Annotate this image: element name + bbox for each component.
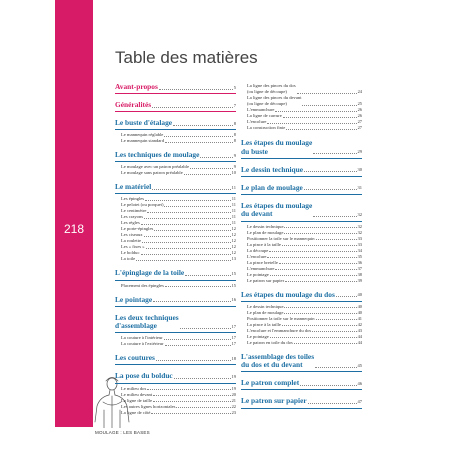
subentry-page-number: 32 (357, 223, 362, 229)
subentry-page-number: 11 (231, 202, 236, 208)
toc-entry[interactable] (115, 119, 236, 128)
entry-page-number: 32 (357, 212, 362, 218)
toc-section (241, 202, 362, 284)
dot-leader (173, 125, 233, 126)
subentry-title: Le porte-épingles (121, 226, 154, 232)
subentry-page-number: 17 (231, 335, 236, 341)
toc-entry[interactable] (115, 101, 236, 110)
dot-leader (185, 275, 230, 276)
toc-subentries (241, 224, 362, 284)
dot-leader (184, 174, 231, 175)
dot-leader (141, 224, 231, 225)
toc-section (115, 119, 236, 144)
toc-section (115, 354, 236, 365)
section-rule (115, 129, 236, 130)
section-rule (241, 158, 362, 159)
side-color-band (55, 0, 93, 427)
section-rule (241, 221, 362, 222)
dot-leader (316, 319, 357, 320)
entry-page-number: 18 (231, 355, 236, 361)
subentry-page-number: 11 (231, 220, 236, 226)
dot-leader (279, 263, 357, 264)
subentry-title: L'emmanchure (247, 107, 275, 112)
subentry-title: L'encolure (247, 253, 267, 259)
dot-leader (153, 301, 230, 302)
dot-leader (336, 296, 357, 297)
section-rule (115, 193, 236, 194)
dot-leader (152, 189, 230, 190)
section-rule (241, 301, 362, 302)
dot-leader (269, 251, 356, 252)
entry-page-number: 9 (233, 152, 236, 158)
dot-leader (294, 343, 357, 344)
subentry-title: Le pelotet (ou porquet) (121, 202, 164, 208)
toc-entry[interactable] (115, 372, 236, 381)
toc-subentries (115, 335, 236, 347)
dot-leader (270, 275, 357, 276)
subentry-title: La couture à l'extérieur (121, 341, 164, 347)
subentry-title: Le pointage (247, 271, 269, 277)
subentry-page-number: 43 (357, 327, 362, 333)
subentry-page-number: 40 (357, 309, 362, 315)
entry-title: Le plan de moulage (241, 182, 303, 192)
subentry-title: La pince à la taille (247, 321, 281, 327)
entry-title: Avant-propos (115, 82, 158, 91)
toc-section (115, 151, 236, 176)
entry-title: Le matériel (115, 182, 152, 192)
subentry-page-number: 21 (231, 397, 236, 403)
section-rule (115, 93, 236, 94)
subentry-title: Les crayons (121, 214, 144, 220)
subentry-title: Le moulage sans patron préalable (121, 170, 183, 176)
section-rule (115, 383, 236, 384)
subentry-page-number: 19 (231, 385, 236, 391)
dot-leader (316, 239, 357, 240)
entry-title: Le patron complet (241, 378, 300, 388)
subentry-page-number: 35 (357, 253, 362, 259)
entry-page-number: 30 (357, 167, 362, 173)
entry-page-number: 29 (357, 149, 362, 155)
subentry-title: La ligne de taille (121, 397, 152, 403)
subentry-title: Positionner la toile sur le mannequin (247, 315, 315, 321)
section-rule (241, 371, 362, 372)
subentry-page-number: 36 (357, 259, 362, 265)
entry-page-number: 17 (231, 323, 236, 329)
section-rule (115, 364, 236, 365)
subentry-title: Le moulage avec un patron préalable (121, 164, 189, 170)
subentry-page-number: 15 (231, 282, 236, 288)
subentry-title: Les autres lignes horizontales (121, 403, 176, 409)
dot-leader (164, 206, 230, 207)
dot-leader (190, 168, 233, 169)
entry-title: L'assemblage des toiles du dos et du devant (241, 351, 315, 370)
toc-entry[interactable] (115, 183, 236, 192)
toc-subentry[interactable] (121, 341, 236, 347)
dot-leader (165, 142, 233, 143)
dot-leader (267, 257, 356, 258)
toc-section (241, 397, 362, 408)
subentry-title: La pince bretelle (247, 259, 278, 265)
dot-leader (304, 189, 357, 190)
dot-leader (312, 331, 356, 332)
running-footer: MOULAGE : LES BASES (95, 430, 150, 435)
toc-section (115, 269, 236, 288)
subentry-title: Le patron sur papier (247, 277, 285, 283)
dot-leader (270, 337, 357, 338)
entry-page-number: 46 (357, 380, 362, 386)
entry-title: Le dessin technique (241, 164, 304, 174)
toc-section (115, 314, 236, 348)
subentry-page-number: 8 (233, 138, 236, 144)
subentry-title: La pince à la taille (247, 241, 281, 247)
entry-page-number: 16 (231, 297, 236, 303)
section-rule (241, 408, 362, 409)
subentry-title: La construction finie (247, 125, 286, 130)
subentry-title: Le patron en toile du dos (247, 339, 293, 345)
subentry-title: Le mannequin standard (121, 138, 165, 144)
dot-leader (147, 389, 230, 390)
dot-leader (165, 345, 231, 346)
dot-leader (144, 236, 231, 237)
dot-leader (313, 153, 356, 154)
subentry-title: La roulette (121, 238, 142, 244)
toc-entry[interactable] (241, 353, 362, 370)
section-rule (115, 111, 236, 112)
subentry-title: L'encolure et l'emmanchure du dos (247, 327, 312, 333)
toc-section (241, 184, 362, 195)
subentry-title: Le pointage (247, 333, 269, 339)
entry-page-number: 15 (231, 271, 236, 277)
toc-entry[interactable] (115, 314, 236, 331)
subentry-page-number: 41 (357, 315, 362, 321)
dot-leader (302, 105, 356, 106)
subentry-title: Le dessin technique (247, 223, 284, 229)
toc-subentry[interactable] (247, 278, 362, 284)
subentry-title: Le plan de moulage (247, 309, 284, 315)
subentry-title: Les ciseaux (121, 232, 143, 238)
subentry-page-number: 40 (357, 303, 362, 309)
toc-section (115, 372, 236, 415)
toc-subentries (115, 386, 236, 416)
subentry-page-number: 27 (357, 125, 362, 130)
dot-leader (154, 230, 230, 231)
entry-title: L'épinglage de la toile (115, 268, 185, 278)
toc-entry[interactable] (115, 83, 236, 92)
subentry-page-number: 38 (357, 271, 362, 277)
dot-leader (146, 248, 231, 249)
dot-leader (297, 93, 357, 94)
subentry-title: La ligne des pinces du dos (ou ligne de découpe) (247, 83, 296, 94)
subentry-page-number: 13 (231, 256, 236, 262)
section-rule (115, 306, 236, 307)
dot-leader (282, 245, 357, 246)
subentry-page-number: 39 (357, 277, 362, 283)
dot-leader (164, 136, 232, 137)
dot-leader (304, 171, 356, 172)
entry-title: Le patron sur papier (241, 396, 307, 406)
dot-leader (151, 413, 230, 414)
toc-subentry[interactable] (247, 125, 362, 131)
dot-leader (275, 269, 356, 270)
subentry-title: Le milieu devant (121, 391, 153, 397)
dot-leader (144, 218, 231, 219)
toc-entry[interactable] (241, 397, 362, 406)
subentry-title: Le mannequin réglable (121, 132, 164, 138)
subentry-page-number: 12 (231, 226, 236, 232)
subentry-page-number: 12 (231, 250, 236, 256)
subentry-page-number: 33 (357, 235, 362, 241)
subentry-title: La découpe (247, 247, 269, 253)
toc-section (115, 296, 236, 307)
dot-leader (174, 378, 231, 379)
dot-leader (267, 123, 356, 124)
subentry-page-number: 44 (357, 333, 362, 339)
page-title: Table des matières (115, 48, 258, 67)
subentry-page-number: 24 (357, 89, 362, 94)
entry-title: Le pointage (115, 294, 153, 304)
dot-leader (145, 200, 231, 201)
subentry-title: Les règles (121, 220, 140, 226)
subentry-title: Positionner la toile sur le mannequin (247, 235, 315, 241)
entry-title: Les étapes du moulage du dos (241, 289, 335, 299)
dot-leader (159, 89, 233, 90)
toc-entry[interactable] (241, 291, 362, 300)
toc-entry[interactable] (241, 184, 362, 193)
subentry-title: La ligne de côté (121, 409, 151, 415)
toc-left-column (115, 83, 236, 423)
entry-title: Les étapes du moulage du buste (241, 138, 313, 156)
subentry-page-number: 9 (233, 164, 236, 170)
section-rule (241, 194, 362, 195)
subentry-page-number: 10 (231, 170, 236, 176)
toc-entry[interactable] (241, 379, 362, 388)
subentry-title: La toile (121, 256, 136, 262)
entry-title: Les coutures (115, 353, 155, 363)
entry-page-number: 31 (357, 185, 362, 191)
toc-subentry[interactable] (247, 95, 362, 107)
dot-leader (286, 129, 356, 130)
entry-page-number: 5 (233, 84, 236, 90)
section-rule (241, 389, 362, 390)
entry-page-number: 47 (357, 399, 362, 405)
toc-subentry[interactable] (121, 410, 236, 416)
toc-continued-items (241, 83, 362, 131)
dot-leader (180, 328, 231, 329)
toc-subentries (115, 283, 236, 289)
toc-section (241, 291, 362, 346)
dot-leader (142, 242, 231, 243)
entry-page-number: 45 (357, 362, 362, 368)
subentry-page-number: 11 (231, 196, 236, 202)
toc-subentries (115, 196, 236, 262)
subentry-title: La ligne de carrure (247, 113, 282, 118)
subentry-page-number: 37 (357, 265, 362, 271)
toc-subentry[interactable] (247, 83, 362, 95)
toc-section (115, 101, 236, 112)
toc-section (241, 379, 362, 390)
dot-leader (141, 254, 231, 255)
dot-leader (284, 313, 356, 314)
entry-page-number: 7 (233, 102, 236, 108)
toc-section (241, 353, 362, 373)
toc-section (115, 183, 236, 262)
dot-leader (176, 407, 230, 408)
subentry-page-number: 12 (231, 238, 236, 244)
dot-leader (156, 360, 231, 361)
entry-page-number: 19 (231, 374, 236, 380)
subentry-title: Le bolduc (121, 250, 140, 256)
toc-subentry[interactable] (121, 283, 236, 289)
toc-subentries (115, 132, 236, 144)
subentry-page-number: 34 (357, 247, 362, 253)
subentry-title: L'encolure (247, 119, 267, 124)
entry-title: Le buste d'étalage (115, 118, 173, 128)
dot-leader (283, 117, 357, 118)
toc-entry[interactable] (115, 269, 236, 278)
dot-leader (153, 401, 231, 402)
dot-leader (152, 107, 233, 108)
subentry-page-number: 17 (231, 341, 236, 347)
toc-entry[interactable] (115, 354, 236, 363)
toc-entry[interactable] (241, 139, 362, 156)
entry-title: Généralités (115, 100, 152, 110)
subentry-page-number: 12 (231, 244, 236, 250)
toc-entry[interactable] (241, 166, 362, 175)
dot-leader (275, 111, 356, 112)
subentry-page-number: 11 (231, 214, 236, 220)
dot-leader (282, 325, 357, 326)
entry-title: Les étapes du moulage du devant (241, 200, 313, 219)
dot-leader (300, 385, 356, 386)
subentry-page-number: 32 (357, 229, 362, 235)
subentry-title: Le plan de moulage (247, 229, 284, 235)
subentry-title: Le milieu dos (121, 385, 147, 391)
subentry-page-number: 11 (231, 208, 236, 214)
toc-subentry[interactable] (247, 340, 362, 346)
entry-page-number: 11 (231, 184, 236, 190)
section-rule (115, 280, 236, 281)
toc-entry[interactable] (115, 296, 236, 305)
dot-leader (200, 157, 232, 158)
subentry-page-number: 42 (357, 321, 362, 327)
dot-leader (153, 395, 230, 396)
dot-leader (315, 367, 356, 368)
toc-section (241, 166, 362, 177)
section-rule (241, 176, 362, 177)
dot-leader (147, 212, 230, 213)
toc-right-column (241, 83, 362, 416)
subentry-title: L'emmanchure (247, 265, 275, 271)
dot-leader (165, 286, 231, 287)
subentry-page-number: 27 (357, 119, 362, 124)
dot-leader (285, 281, 356, 282)
subentry-title: La couture à l'intérieur (121, 335, 163, 341)
toc-section (241, 139, 362, 159)
entry-title: Les deux techniques d'assemblage (115, 312, 179, 331)
entry-page-number: 40 (357, 292, 362, 298)
entry-page-number: 8 (233, 120, 236, 126)
toc-entry[interactable] (241, 202, 362, 219)
toc-subentry[interactable] (121, 138, 236, 144)
subentry-title: Le centimètre (121, 208, 147, 214)
subentry-title: Placement des épingles (121, 282, 164, 288)
toc-subentry[interactable] (121, 256, 236, 262)
toc-section (115, 83, 236, 94)
dot-leader (136, 260, 230, 261)
section-rule (115, 332, 236, 333)
subentry-title: Les épingles (121, 196, 145, 202)
toc-subentry[interactable] (121, 170, 236, 176)
dot-leader (164, 339, 231, 340)
toc-subentries (241, 304, 362, 346)
entry-title: Les techniques de moulage (115, 150, 200, 160)
subentry-page-number: 22 (231, 403, 236, 409)
dot-leader (313, 216, 356, 217)
subentry-title: La ligne des pinces du devant (ou ligne de découpe) (247, 95, 302, 106)
subentry-page-number: 20 (231, 391, 236, 397)
entry-title: La pose du bolduc (115, 371, 173, 381)
subentry-title: Les « fixes » (121, 244, 145, 250)
subentry-page-number: 33 (357, 241, 362, 247)
toc-entry[interactable] (115, 151, 236, 160)
dot-leader (284, 307, 356, 308)
subentry-page-number: 44 (357, 339, 362, 345)
dot-leader (284, 227, 356, 228)
toc-subentries (115, 164, 236, 176)
dot-leader (284, 233, 356, 234)
subentry-page-number: 12 (231, 232, 236, 238)
subentry-title: Le dessin technique (247, 303, 284, 309)
subentry-page-number: 25 (357, 101, 362, 106)
section-rule (115, 161, 236, 162)
subentry-page-number: 26 (357, 113, 362, 118)
dot-leader (308, 403, 357, 404)
page-number: 218 (63, 222, 85, 236)
subentry-page-number: 26 (357, 107, 362, 112)
subentry-page-number: 23 (231, 409, 236, 415)
subentry-page-number: 8 (233, 132, 236, 138)
